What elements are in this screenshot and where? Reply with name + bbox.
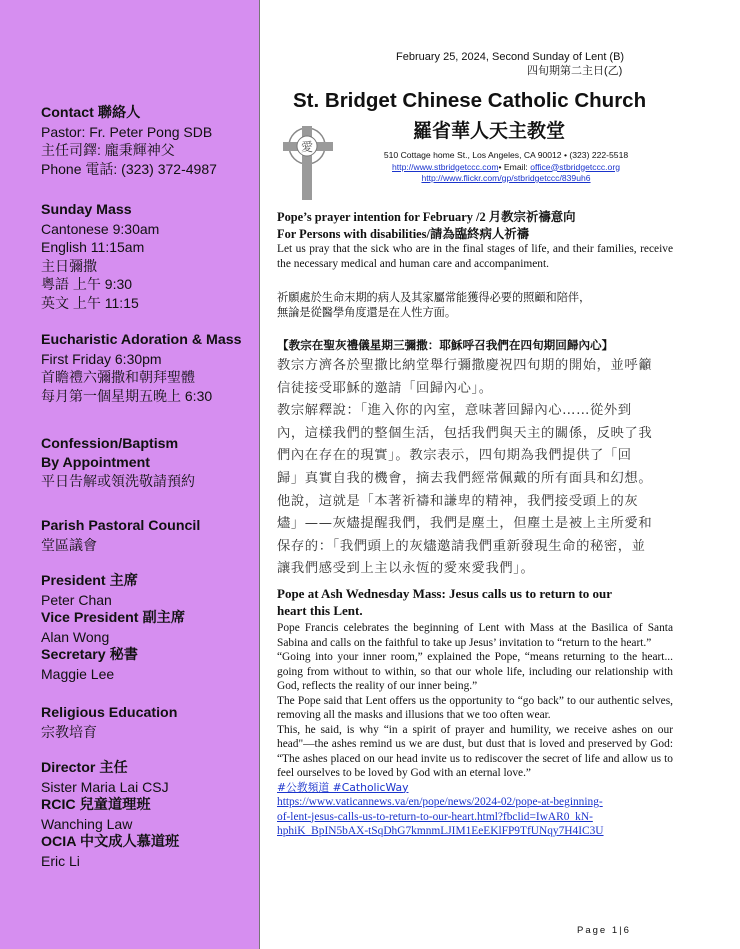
adoration-zh1: 首瞻禮六彌撒和朝拜聖體 bbox=[41, 369, 195, 385]
prayer-zh-line-2: 無論是從醫學角度還是在人性方面。 bbox=[277, 306, 457, 319]
ash-en-p2: “Going into your inner room,” explained the Pope, “means returning to the heart... going from without to within, so that our whole life, including our relationship with God, reflects the reality of our inner being.” bbox=[277, 651, 673, 692]
hashtag-links[interactable]: #公教頻道 #CatholicWay bbox=[277, 780, 409, 794]
ash-zh-line: 讓我們感受到上主以永恆的愛來愛我們」。 bbox=[277, 561, 535, 577]
prayer-title: Pope’s prayer intention for February /2 月教宗祈禱意向 bbox=[277, 210, 576, 224]
mass-cantonese: Cantonese 9:30am bbox=[41, 220, 160, 237]
religious-section bbox=[41, 704, 256, 741]
sunday-mass-section bbox=[41, 201, 256, 312]
confession-title: Confession/Baptism bbox=[41, 436, 179, 452]
vp-title: Vice President 副主席 bbox=[41, 610, 186, 626]
prayer-body-zh bbox=[277, 290, 673, 320]
confession-section bbox=[41, 435, 256, 491]
ash-en-p1: Pope Francis celebrates the beginning of Lent with Mass at the Basilica of Santa Sabina and calls on the faithful to take up Jesus’ invitation to “return to the heart.” bbox=[277, 622, 673, 649]
source-url-line-1[interactable]: https://www.vaticannews.va/en/pope/news/2024-02/pope-at-beginning- bbox=[277, 796, 603, 808]
ash-zh-line: 們內在存在的現實」。教宗表示，四旬期為我們提供了「回 bbox=[277, 448, 632, 464]
contact-section bbox=[41, 104, 256, 178]
ash-en-body bbox=[277, 621, 673, 839]
vp-name: Alan Wong bbox=[41, 628, 110, 645]
adoration-zh2: 每月第一個星期五晚上 6:30 bbox=[41, 387, 213, 404]
secretary-title: Secretary 秘書 bbox=[41, 647, 138, 663]
contact-title: Contact 聯絡人 bbox=[41, 105, 141, 121]
officers-section bbox=[41, 572, 256, 683]
president-name: Peter Chan bbox=[41, 591, 112, 608]
director-section bbox=[41, 759, 256, 870]
pastor-zh-line: 主任司鐸: 龐秉輝神父 bbox=[41, 142, 175, 158]
website-link[interactable]: http://www.stbridgetccc.com bbox=[392, 161, 499, 172]
council-title: Parish Pastoral Council bbox=[41, 518, 201, 534]
sidebar-divider bbox=[259, 0, 260, 949]
director-title: Director 主任 bbox=[41, 760, 128, 776]
address-line: 510 Cottage home St., Los Angeles, CA 90012 • (323) 222-5518 bbox=[383, 150, 629, 160]
email-link[interactable]: office@stbridgetccc.org bbox=[530, 161, 620, 172]
ash-zh-line: 教宗方濟各於聖撒比納堂舉行彌撒慶祝四旬期的開始，並呼籲 bbox=[277, 358, 653, 373]
secretary-name: Maggie Lee bbox=[41, 665, 115, 682]
mass-english: English 11:15am bbox=[41, 239, 145, 255]
ash-zh-title: 【教宗在聖灰禮儀星期三彌撒：耶穌呼召我們在四旬期回歸內心】 bbox=[277, 338, 614, 352]
adoration-title: Eucharistic Adoration & Mass bbox=[41, 332, 242, 348]
rcic-title: RCIC 兒童道理班 bbox=[41, 797, 151, 813]
page-number: Page 1|6 bbox=[577, 925, 631, 936]
rcic-name: Wanching Law bbox=[41, 815, 133, 832]
religious-title: Religious Education bbox=[41, 705, 178, 721]
ash-en-p3: The Pope said that Lent offers us the opportunity to “go back” to our authentic selves, removing all the masks and illusions that we too often wear. bbox=[277, 694, 673, 721]
ash-zh-line: 保存的：「我們頭上的灰燼邀請我們重新發現生命的秘密，並 bbox=[277, 538, 646, 554]
ocia-title: OCIA 中文成人慕道班 bbox=[41, 834, 180, 850]
ash-zh-line: 燼」——灰燼提醒我們，我們是塵土，但塵土是被上主所愛和 bbox=[277, 516, 653, 532]
cross-icon bbox=[281, 122, 339, 202]
president-title: President 主席 bbox=[41, 573, 138, 589]
religious-zh: 宗教培育 bbox=[41, 723, 97, 740]
mass-zh: 主日彌撒 bbox=[41, 257, 97, 274]
council-zh: 堂區議會 bbox=[41, 536, 97, 553]
church-logo bbox=[281, 122, 339, 202]
director-name: Sister Maria Lai CSJ bbox=[41, 778, 169, 795]
ash-zh-line: 內，這樣我們的整個生活，包括我們與天主的關係，反映了我 bbox=[277, 425, 653, 441]
ash-en-title: Pope at Ash Wednesday Mass: Jesus calls us to return to our bbox=[277, 586, 613, 601]
logo-character: 愛 bbox=[300, 140, 314, 154]
flickr-link[interactable]: http://www.flickr.com/gp/stbridgetccc/839uh6 bbox=[421, 173, 591, 183]
church-name-zh: 羅省華人天主教堂 bbox=[413, 120, 566, 142]
prayer-zh-line-1: 祈願處於生命末期的病人及其家屬常能獲得必要的照顧和陪伴， bbox=[277, 291, 591, 304]
ash-zh-line: 信徒接受耶穌的邀請「回歸內心」。 bbox=[277, 380, 493, 396]
ash-en-title-2: heart this Lent. bbox=[277, 603, 363, 618]
contact-links-line bbox=[356, 162, 656, 174]
phone-line: Phone 電話: (323) 372-4987 bbox=[41, 160, 217, 177]
adoration-section bbox=[41, 331, 256, 405]
source-url-line-2[interactable]: of-lent-jesus-calls-us-to-return-to-our-heart.html?fbclid=IwAR0_kN- bbox=[277, 810, 593, 823]
prayer-subtitle: For Persons with disabilities/請為臨終病人祈禱 bbox=[277, 227, 530, 241]
pastor-line: Pastor: Fr. Peter Pong SDB bbox=[41, 123, 213, 140]
prayer-body-en: Let us pray that the sick who are in the final stages of life, and their families, receive the necessary medical and human care and accompaniment. bbox=[277, 243, 673, 270]
confession-zh: 平日告解或領洗敬請預約 bbox=[41, 473, 195, 489]
adoration-time: First Friday 6:30pm bbox=[41, 350, 162, 367]
ash-en-p4: This, he said, is why “in a spirit of prayer and humility, we receive ashes on our head"—the ashes remind us we are dust, but dust that is loved and preserved by God: “The ashes placed on our head invite us to rediscover the secret of life and allow us to feel ourselves to be loved by God with an eternal love.” bbox=[277, 723, 673, 779]
sunday-mass-title: Sunday Mass bbox=[41, 202, 132, 218]
address-block bbox=[356, 150, 656, 185]
ash-zh-line: 教宗解釋說：「進入你的內室，意味著回歸內心……從外到 bbox=[277, 403, 632, 419]
ash-zh-line: 他說，這就是「本著祈禱和謙卑的精神，我們接受頭上的灰 bbox=[277, 493, 639, 509]
council-section bbox=[41, 517, 256, 554]
ash-zh-line: 歸」真實自我的機會，摘去我們經常佩戴的所有面具和幻想。 bbox=[277, 470, 653, 486]
ash-zh-body bbox=[277, 355, 673, 581]
mass-yue: 粵語 上午 9:30 bbox=[41, 276, 133, 292]
date-en: February 25, 2024, Second Sunday of Lent (B) bbox=[396, 51, 625, 63]
mass-eng-zh: 英文 上午 11:15 bbox=[41, 294, 139, 311]
confession-appointment: By Appointment bbox=[41, 454, 151, 471]
ocia-name: Eric Li bbox=[41, 852, 80, 869]
email-label: • Email: bbox=[498, 161, 531, 172]
church-name-en: St. Bridget Chinese Catholic Church bbox=[293, 89, 647, 112]
date-zh: 四旬期第二主日(乙) bbox=[527, 65, 623, 77]
source-url-line-3[interactable]: hphiK_BpIN5bAX-tSqDhG7kmnmLJIM1EeEKlFP9TfUNqy7H4IC3U bbox=[277, 825, 604, 837]
